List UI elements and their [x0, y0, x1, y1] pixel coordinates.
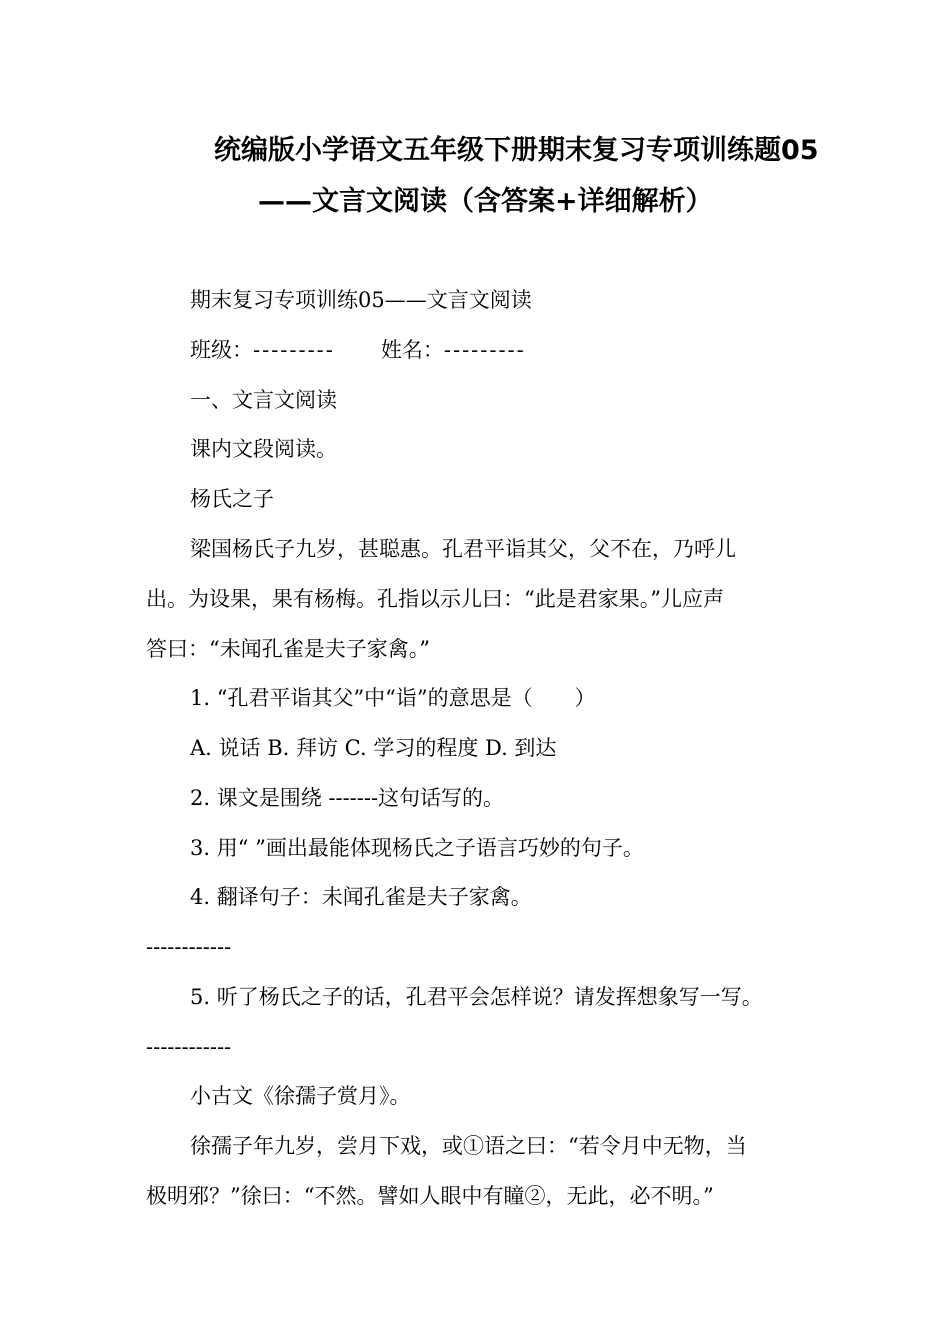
document-title-line-1: 统编版小学语文五年级下册期末复习专项训练题05 — [214, 135, 819, 166]
passage-line: 出。为设果，果有杨梅。孔指以示儿曰：“此是君家果。”儿应声 — [146, 587, 724, 611]
question-1: 1. “孔君平诣其父”中“诣”的意思是（ ） — [190, 686, 596, 710]
question-3: 3. 用“ ”画出最能体现杨氏之子语言巧妙的句子。 — [190, 836, 644, 860]
passage-2-line: 徐孺子年九岁，尝月下戏，或①语之曰：“若令月中无物，当 — [190, 1134, 747, 1158]
passage-2-intro: 小古文《徐孺子赏月》。 — [190, 1084, 411, 1108]
passage-line: 答曰：“未闻孔雀是夫子家禽。” — [146, 637, 430, 661]
section-heading: 一、文言文阅读 — [190, 388, 337, 412]
student-info-row — [190, 334, 526, 366]
name-blank: --------- — [443, 338, 526, 362]
question-1-options: A. 说话 B. 拜访 C. 学习的程度 D. 到达 — [190, 736, 557, 760]
answer-blank: ------------ — [146, 1035, 232, 1059]
passage-title: 杨氏之子 — [190, 487, 274, 511]
passage-2-line: 极明邪？”徐曰：“不然。譬如人眼中有瞳②，无此，必不明。” — [146, 1184, 714, 1208]
name-label: 姓名： — [380, 338, 444, 362]
passage-line: 梁国杨氏子九岁，甚聪惠。孔君平诣其父，父不在，乃呼儿 — [190, 537, 736, 561]
worksheet-heading: 期末复习专项训练05——文言文阅读 — [190, 288, 532, 312]
question-2: 2. 课文是围绕 -------这句话写的。 — [190, 786, 505, 810]
answer-blank: ------------ — [146, 935, 232, 959]
document-title-line-2: ——文言文阅读（含答案+详细解析） — [258, 186, 713, 217]
question-5: 5. 听了杨氏之子的话，孔君平会怎样说？请发挥想象写一写。 — [190, 985, 763, 1009]
question-4: 4. 翻译句子：未闻孔雀是夫子家禽。 — [190, 885, 532, 909]
section-subheading: 课内文段阅读。 — [190, 437, 337, 461]
class-label: 班级： — [190, 338, 253, 362]
class-blank: --------- — [253, 338, 335, 362]
